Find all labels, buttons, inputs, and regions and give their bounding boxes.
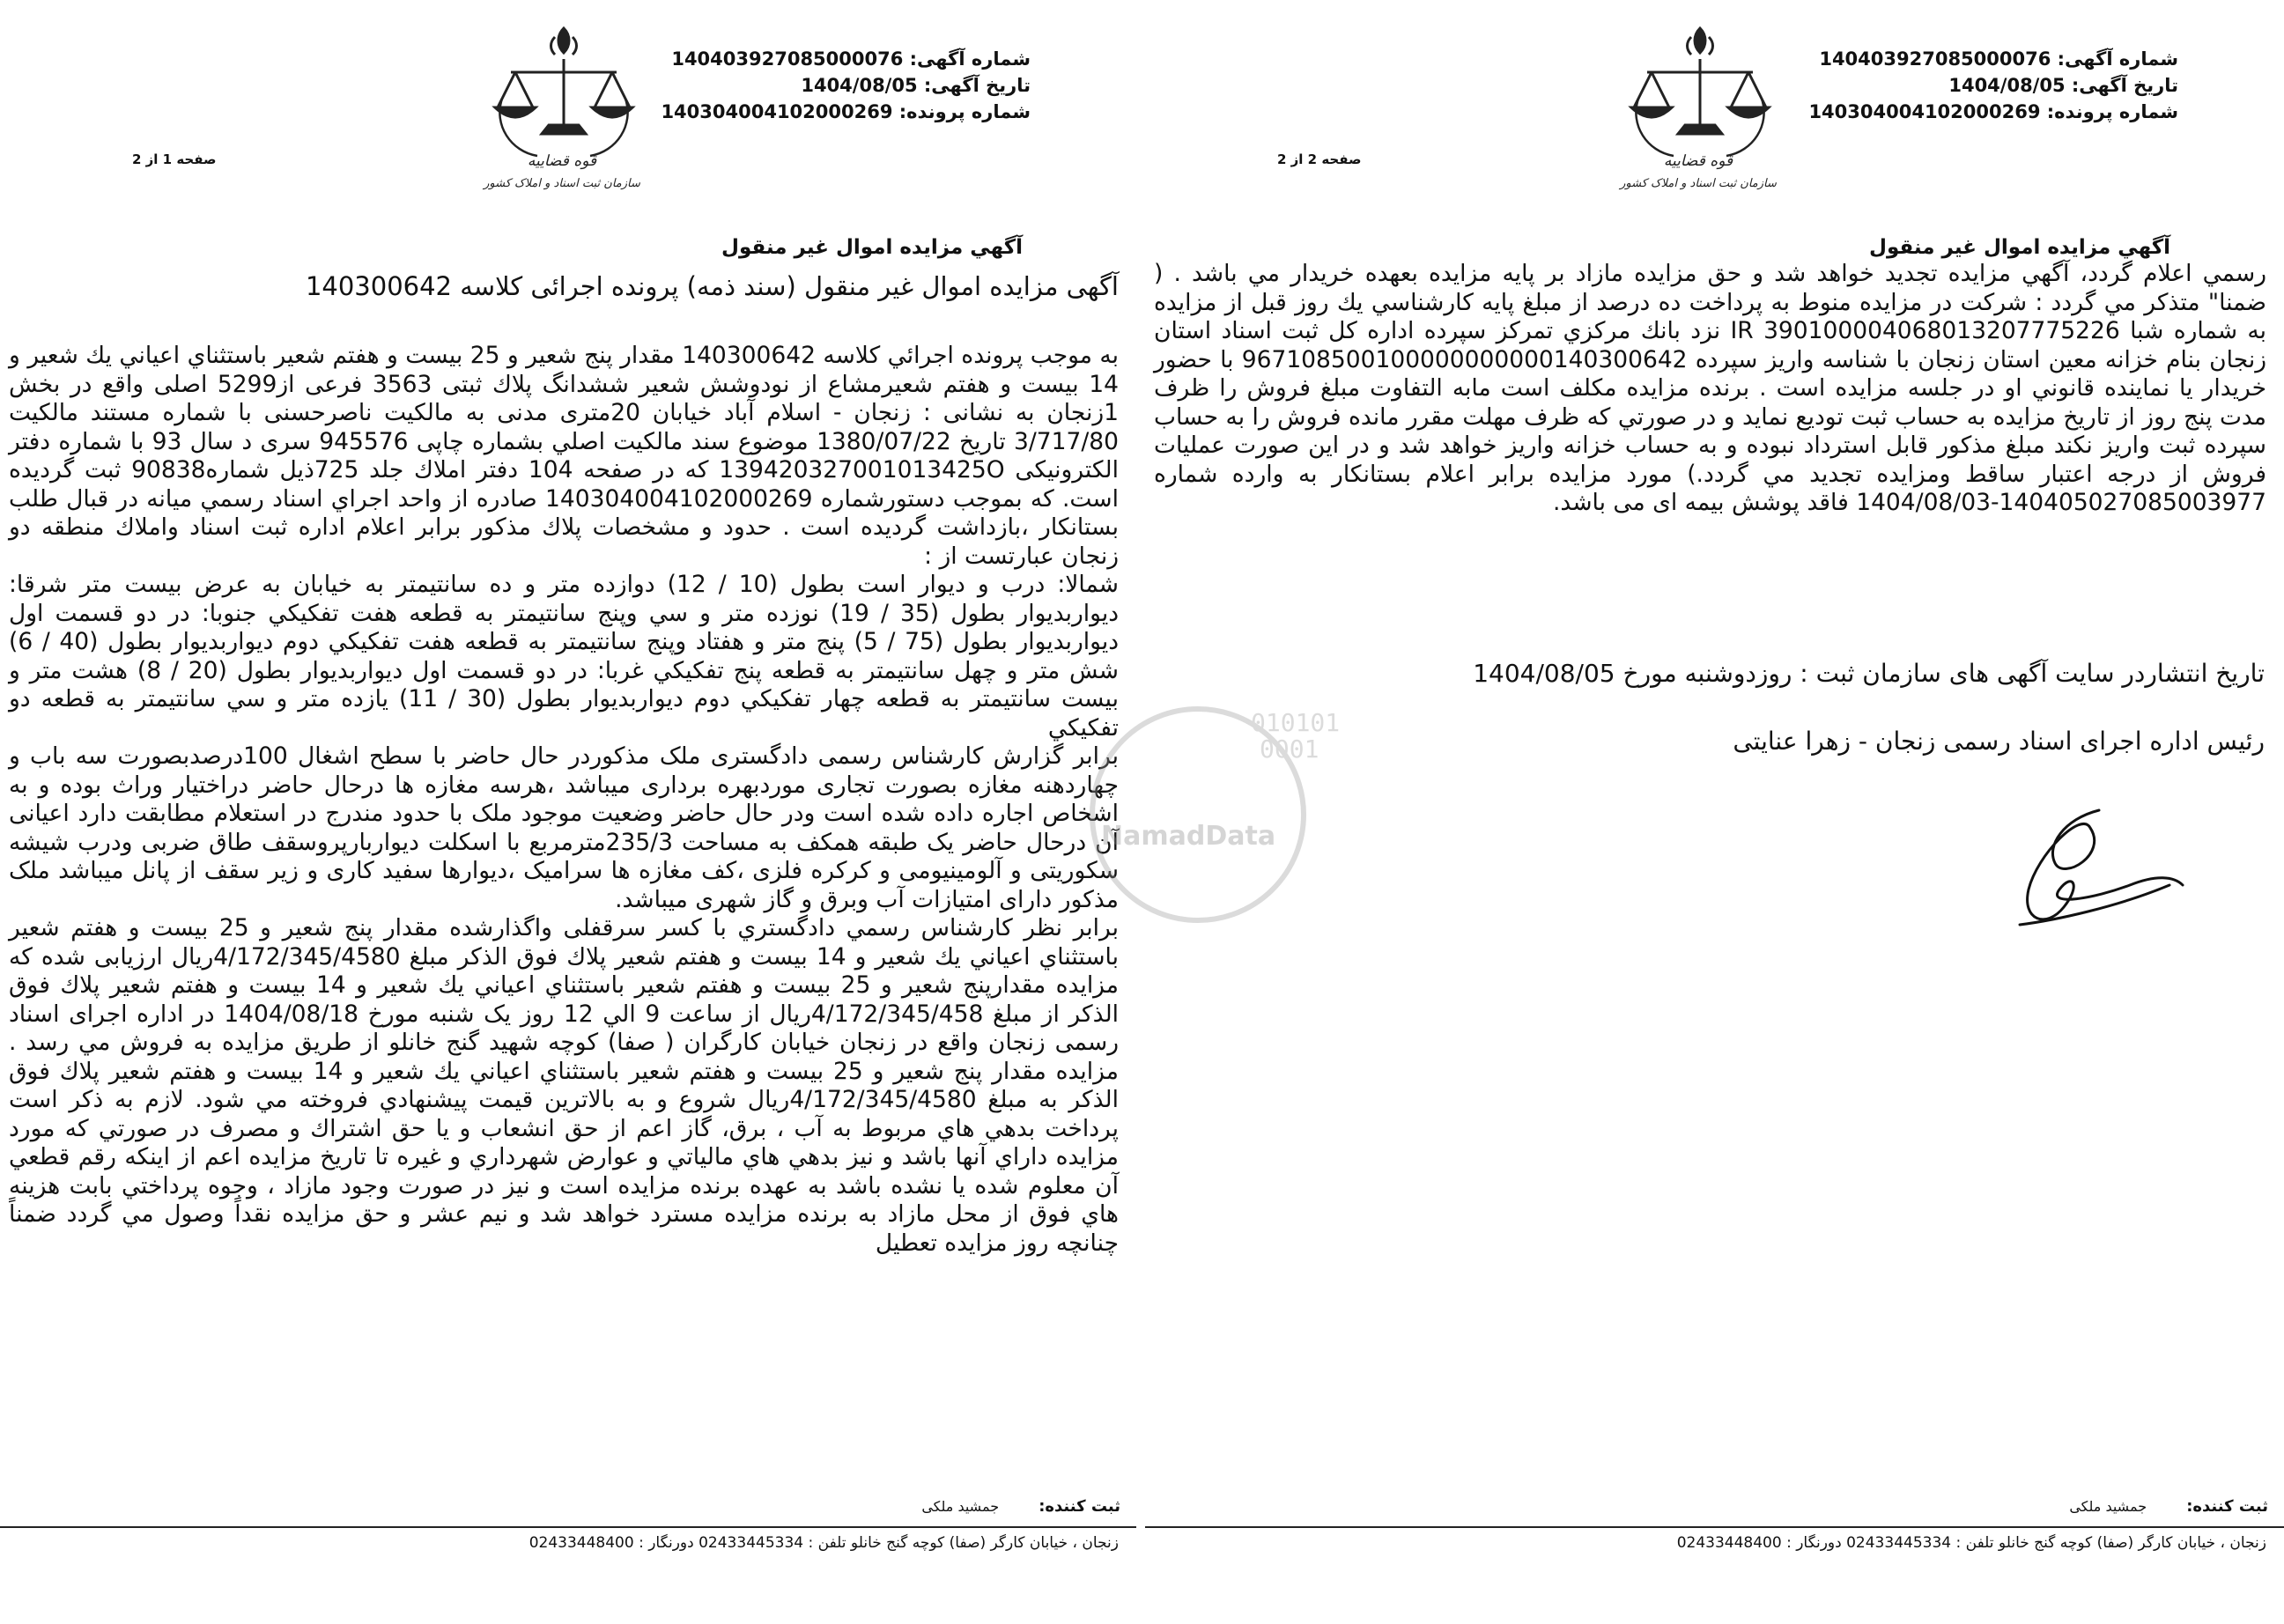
- svg-text:سازمان ثبت اسناد و املاک کشور: سازمان ثبت اسناد و املاک کشور: [1620, 177, 1777, 190]
- svg-text:قوه قضاییه: قوه قضاییه: [527, 152, 597, 170]
- registrar-name: جمشید ملکی: [2069, 1498, 2147, 1515]
- notice-title: آگهي مزايده اموال غير منقول: [721, 236, 1024, 259]
- ad-number-row: شماره آگهی: 140403927085000076: [671, 48, 1031, 70]
- ad-number: 140403927085000076: [671, 48, 904, 70]
- svg-text:سازمان ثبت اسناد و املاک کشور: سازمان ثبت اسناد و املاک کشور: [484, 177, 640, 190]
- body-paragraph: به موجب پرونده اجرائي كلاسه 140300642 مقدار پنج شعير و 25 بيست و هفتم شعير باستثناي اعياني يك شعير و 14 بيست و هفتم شعيرمشاع از نودوشش شعير ششدانگ پلاك ثبتی 3563 فرعی از5299 اصلی واقع در بخش 1زنجان به نشانی : زنجان - اسلام آباد خیابان 20متری مدنی به مالكيت ناصرحسنی با شماره مستند مالكيت 3/717/80 تاريخ 1380/07/22 موضوع سند مالكيت اصلي بشماره چاپی 945576 سری د سال 93 با شماره دفتر الکترونیکی 139420327001013425O که در صفحه 104 دفتر املاك جلد 725ذيل شماره90838 ثبت گرديده است. كه بموجب دستورشماره 140304004102000269 صادره از واحد اجراي اسناد رسمي ميانه در قبال طلب بستانكار ،بازداشت گرديده است . حدود و مشخصات پلاك مذكور برابر اعلام اداره ثبت اسناد واملاك منطقه دو زنجان عبارتست از :: [9, 342, 1120, 570]
- ad-date-row: تاریخ آگهی: 1404/08/05: [1948, 75, 2178, 96]
- notice-title: آگهي مزايده اموال غير منقول: [1868, 236, 2171, 259]
- watermark-brand: NamadData: [1101, 821, 1276, 852]
- judiciary-emblem-icon: [467, 11, 661, 196]
- office-chief-line: رئیس اداره اجرای اسناد رسمی زنجان - زهرا عنایتی: [1733, 727, 2265, 756]
- notice-subtitle: آگهی مزایده اموال غیر منقول (سند ذمه) پرونده اجرائی کلاسه 140300642: [305, 271, 1119, 301]
- page-number: صفحه 2 از 2: [1277, 151, 1362, 167]
- signature-icon: [1967, 793, 2205, 969]
- notice-body: [1154, 260, 2266, 518]
- footer-divider: [0, 1526, 1136, 1528]
- body-paragraph: رسمي اعلام گردد، آگهي مزايده تجديد خواهد شد و حق مزايده مازاد بر پايه مزايده بعهده خريدار مي باشد . ( ضمنا" متذكر مي گردد : شركت در مزايده منوط به پرداخت ده درصد از مبلغ پايه كارشناسي يك روز قبل از مزايده به شماره شبا IR 390100004068013207775226 نزد بانك مركزي تمركز سپرده اداره كل ثبت اسناد استان زنجان بنام خزانه معين استان زنجان با شناسه واريز سپرده 967108500100000000000140300642 با حضور خريدار يا نماينده قانوني او در جلسه مزايده است . برنده مزايده مكلف است مابه التفاوت مبلغ فروش را ظرف مدت پنج روز از تاريخ مزايده به حساب ثبت توديع نمايد و در صورتي كه ظرف مهلت مقرر مانده فروش را به حساب سپرده ثبت واريز نكند مبلغ مذكور قابل استرداد نبوده و به حساب خزانه واريز خواهد شد و در اين صورت عمليات فروش از درجه اعتبار ساقط ومزايده تجديد مي گردد.) مورد مزايده برابر اعلام بستانكار به وارده شماره 140405027085003977-1404/08/03 فاقد پوشش بیمه ای می باشد.: [1154, 260, 2266, 516]
- case-number-row: شماره پرونده: 140304004102000269: [1808, 101, 2178, 122]
- body-paragraph: برابر نظر كارشناس رسمي دادگستري با كسر سرقفلی واگذارشده مقدار پنج شعير و 25 بيست و هفتم شعير باستثناي اعياني يك شعير و 14 بيست و هفتم شعير پلاك فوق الذكر مبلغ 4/172/345/4580ریال ارزيابی شده كه مزايده مقدارپنج شعير و 25 بيست و هفتم شعير باستثناي اعياني يك شعير و 14 بيست و هفتم شعير پلاك فوق الذكر از مبلغ 4/172/345/458ریال از ساعت 9 الي 12 روز یک شنبه مورخ 1404/08/18 در اداره اجرای اسناد رسمی زنجان واقع در زنجان خیابان کارگران ( صفا) کوچه شهید گنج خانلو از طريق مزايده به فروش مي رسد . مزايده مقدار پنج شعير و 25 بيست و هفتم شعير باستثناي اعياني يك شعير و 14 بيست و هفتم شعير پلاك فوق الذكر به مبلغ 4/172/345/4580ریال شروع و به بالاترين قيمت پيشنهادي فروخته مي شود. لازم به ذكر است پرداخت بدهي هاي مربوط به آب ، برق، گاز اعم از حق انشعاب و يا حق اشتراك و مصرف در صورتي كه مورد مزايده داراي آنها باشد و نيز بدهي هاي مالياتي و عوارض شهرداري و غيره تا تاريخ مزايده اعم از اينكه رقم قطعي آن معلوم شده يا نشده باشد به عهده برنده مزايده است و نيز در صورت وجود مازاد ، وجوه پرداختي بابت هزينه هاي فوق از محل مازاد به برنده مزايده مسترد خواهد شد و نيم عشر و حق مزايده نقداً وصول مي گردد ضمناً چنانچه روز مزايده تعطيل: [9, 914, 1120, 1257]
- registrar: ثبت كننده: جمشید ملکی: [921, 1497, 1120, 1516]
- case-number-row: شماره پرونده: 140304004102000269: [661, 101, 1031, 122]
- ad-number-row: شماره آگهی: 140403927085000076: [1819, 48, 2178, 70]
- footer-divider: [1145, 1526, 2284, 1528]
- notice-body: [9, 342, 1119, 1258]
- notice-page-1: [0, 0, 1136, 1624]
- svg-text:0001: 0001: [1260, 734, 1319, 764]
- case-number: 140304004102000269: [661, 101, 893, 122]
- ad-date: 1404/08/05: [801, 75, 918, 96]
- ad-number: 140403927085000076: [1819, 48, 2051, 70]
- registrar: ثبت كننده: جمشید ملکی: [2069, 1497, 2268, 1516]
- judiciary-emblem-icon: [1603, 11, 1797, 196]
- notice-page-2: [1145, 0, 2284, 1624]
- publication-date-line: تاریخ انتشاردر سایت آگهی های سازمان ثبت : روزدوشنبه مورخ 1404/08/05: [1473, 659, 2265, 688]
- footer-address: زنجان ، خیابان کارگر (صفا) کوچه گنج خانلو تلفن : 02433445334 دورنگار : 02433448400: [528, 1534, 1119, 1552]
- svg-text:010101: 010101: [1251, 708, 1341, 737]
- body-paragraph: شمالا: درب و ديوار است بطول (10 / 12) دوازده متر و ده سانتيمتر به خيابان به عرض بيست متر شرقا: ديواربديوار بطول (35 / 19) نوزده متر و سي وپنج سانتيمتر به قطعه هفت تفكيكي جنوبا: در دو قسمت اول ديواربديوار بطول (75 / 5) پنج متر و هفتاد وپنج سانتيمتر به قطعه هفت تفكيكي دوم ديواربديوار بطول (40 / 6) شش متر و چهل سانتيمتر به قطعه پنج تفكيكي غربا: در دو قسمت اول ديواربديوار بطول (20 / 8) هشت متر و بيست سانتيمتر به قطعه چهار تفكيكي دوم ديواربديوار بطول (30 / 11) يازده متر و سي سانتيمتر به قطعه دو تفكيكي: [9, 571, 1120, 742]
- case-number: 140304004102000269: [1808, 101, 2041, 122]
- ad-date: 1404/08/05: [1948, 75, 2066, 96]
- registrar-name: جمشید ملکی: [921, 1498, 1000, 1515]
- ad-date-row: تاریخ آگهی: 1404/08/05: [801, 75, 1031, 96]
- svg-text:قوه قضاییه: قوه قضاییه: [1663, 152, 1733, 170]
- body-paragraph: برابر گزارش كارشناس رسمی دادگستری ملک مذکوردر حال حاضر با سطح اشغال 100درصدبصورت سه باب و چهاردهنه مغازه بصورت تجاری موردبهره برداری میباشد ،هرسه مغازه ها درحال حاضر دراختیار وراث بوده و به اشخاص اجاره داده شده است ودر حال حاضر وضعیت موجود ملک با حدود مندرج در استعلام مطابقت دارد اعیانی آن درحال حاضر یک طبقه همکف به مساحت 235/3مترمربع با اسکلت دیواربارپروسقف طاق ضربی ودرب شیشه سکوریتی و آلومینیومی و کرکره فلزی ،کف مغازه ها سرامیک ،دیوارها سفید کاری و زیر سقف از پانل میباشد ملک مذکور دارای امتیازات آب وبرق و گاز شهری میباشد.: [9, 742, 1119, 913]
- footer-address: زنجان ، خیابان کارگر (صفا) کوچه گنج خانلو تلفن : 02433445334 دورنگار : 02433448400: [1676, 1534, 2266, 1552]
- page-number: صفحه 1 از 2: [132, 151, 217, 167]
